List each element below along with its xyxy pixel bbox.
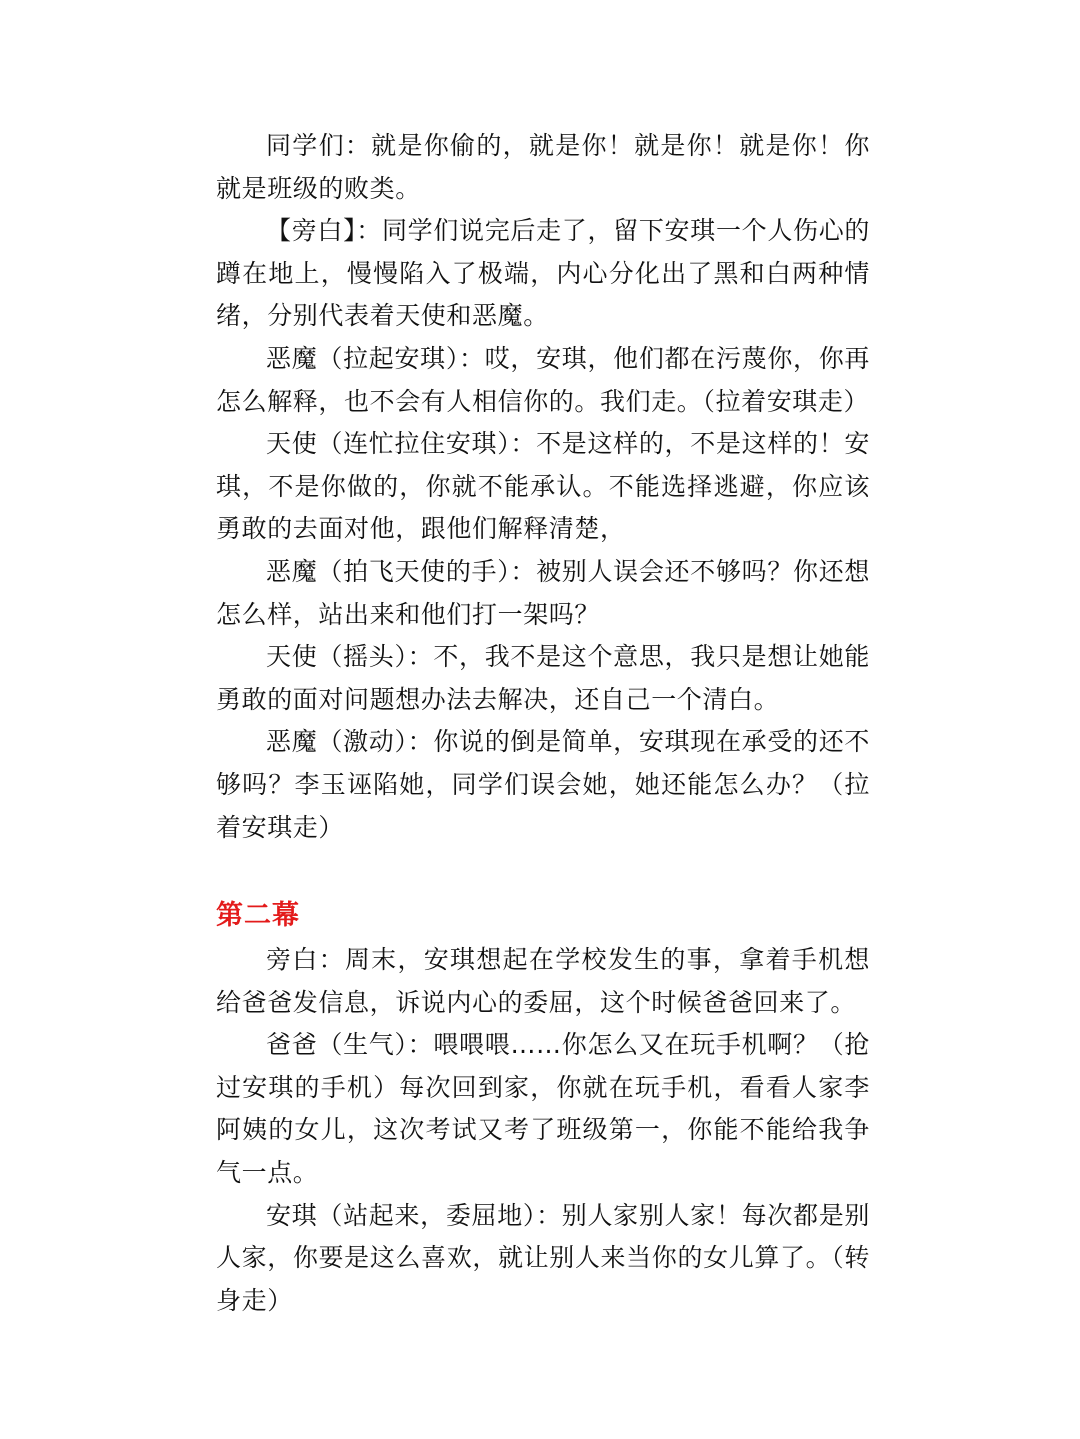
narration-paragraph: 旁白：周末，安琪想起在学校发生的事，拿着手机想给爸爸发信息，诉说内心的委屈，这个时候爸爸回来了。	[216, 945, 870, 1017]
scene-two-heading: 第二幕	[216, 900, 300, 932]
dialogue-paragraph: 天使（摇头）：不，我不是这个意思，我只是想让她能勇敢的面对问题想办法去解决，还自己一个清白。	[216, 642, 870, 714]
dialogue-paragraph: 爸爸（生气）：喂喂喂……你怎么又在玩手机啊？（抢过安琪的手机）每次回到家，你就在玩手机，看看人家李阿姨的女儿，这次考试又考了班级第一，你能不能给我争气一点。	[216, 1030, 870, 1188]
script-text	[216, 125, 870, 1322]
dialogue-paragraph: 恶魔（拍飞天使的手）：被别人误会还不够吗？你还想怎么样，站出来和他们打一架吗？	[216, 556, 870, 629]
dialogue-paragraph: 安琪（站起来，委屈地）：别人家别人家！每次都是别人家，你要是这么喜欢，就让别人来当你的女儿算了。（转身走）	[216, 1200, 870, 1315]
narration-paragraph: 【旁白】：同学们说完后走了，留下安琪一个人伤心的蹲在地上，慢慢陷入了极端，内心分化出了黑和白两种情绪，分别代表着天使和恶魔。	[216, 216, 870, 331]
scene-two	[216, 939, 870, 1322]
dialogue-paragraph: 恶魔（激动）：你说的倒是简单，安琪现在承受的还不够吗？李玉诬陷她，同学们误会她，她还能怎么办？（拉着安琪走）	[216, 727, 870, 842]
dialogue-paragraph: 天使（连忙拉住安琪）：不是这样的，不是这样的！安琪，不是你做的，你就不能承认。不能选择逃避，你应该勇敢的去面对他，跟他们解释清楚，	[216, 429, 870, 544]
dialogue-paragraph: 恶魔（拉起安琪）：哎，安琪，他们都在污蔑你，你再怎么解释，也不会有人相信你的。我们走。（拉着安琪走）	[216, 343, 870, 416]
scene-one	[216, 125, 870, 849]
dialogue-paragraph: 同学们：就是你偷的，就是你！就是你！就是你！你就是班级的败类。	[216, 131, 870, 203]
